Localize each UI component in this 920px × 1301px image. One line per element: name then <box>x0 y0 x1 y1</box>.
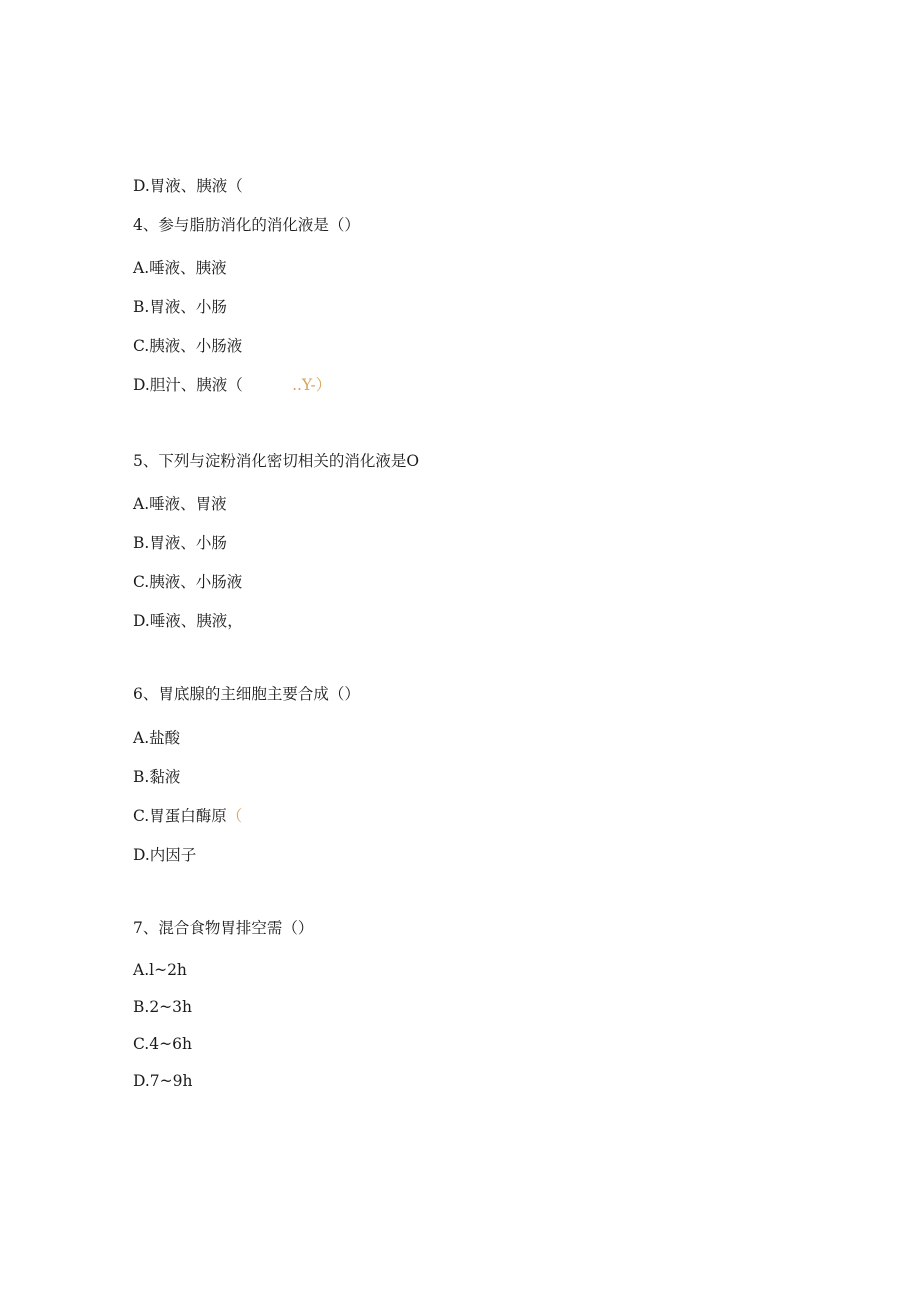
option-4d <box>133 375 331 395</box>
answer-mark: （ <box>226 807 243 825</box>
line-text: B.黏液 <box>133 768 181 786</box>
option-4c <box>133 336 242 356</box>
line-text: D.7~9h <box>133 1072 193 1090</box>
option-7c <box>133 1034 192 1054</box>
option-5b <box>133 533 227 553</box>
line-text: 7、混合食物胃排空需（） <box>133 919 314 937</box>
line-text: A.盐酸 <box>133 729 181 747</box>
question-7 <box>133 918 313 938</box>
line-text: B.胃液、小肠 <box>133 534 227 552</box>
line-text: A.唾液、胃液 <box>133 495 227 513</box>
line-text: 6、胃底腺的主细胞主要合成（） <box>133 685 360 703</box>
line-text: D.内因子 <box>133 846 197 864</box>
line-text: 5、下列与淀粉消化密切相关的消化液是O <box>133 452 420 470</box>
option-6c <box>133 806 242 826</box>
line-text: 4、参与脂肪消化的消化液是（） <box>133 216 360 234</box>
line-text: D.胆汁、胰液（ <box>133 376 293 394</box>
option-4b <box>133 297 227 317</box>
line-text: D.唾液、胰液， <box>133 612 243 630</box>
option-7b <box>133 997 192 1017</box>
line-text: C.胰液、小肠液 <box>133 337 243 355</box>
question-6 <box>133 684 360 704</box>
answer-mark: ..Y-） <box>292 376 332 394</box>
line-text: C.4~6h <box>133 1035 192 1053</box>
line-text: B.胃液、小肠 <box>133 298 227 316</box>
option-7a <box>133 960 187 980</box>
option-5a <box>133 494 227 514</box>
line-text: A.l~2h <box>133 961 187 979</box>
option-4a <box>133 258 227 278</box>
question-5 <box>133 451 419 471</box>
line-text: D.胃液、胰液（ <box>133 177 243 195</box>
option-6a <box>133 728 180 748</box>
line-text: A.唾液、胰液 <box>133 259 227 277</box>
line-text: C.胃蛋白酶原 <box>133 807 227 825</box>
line-text: C.胰液、小肠液 <box>133 573 243 591</box>
question-4 <box>133 215 360 235</box>
option-6b <box>133 767 180 787</box>
option-6d <box>133 845 196 865</box>
line-text: B.2~3h <box>133 998 193 1016</box>
option-5c <box>133 572 242 592</box>
option-3d <box>133 176 243 196</box>
option-5d <box>133 611 243 631</box>
option-7d <box>133 1071 193 1091</box>
